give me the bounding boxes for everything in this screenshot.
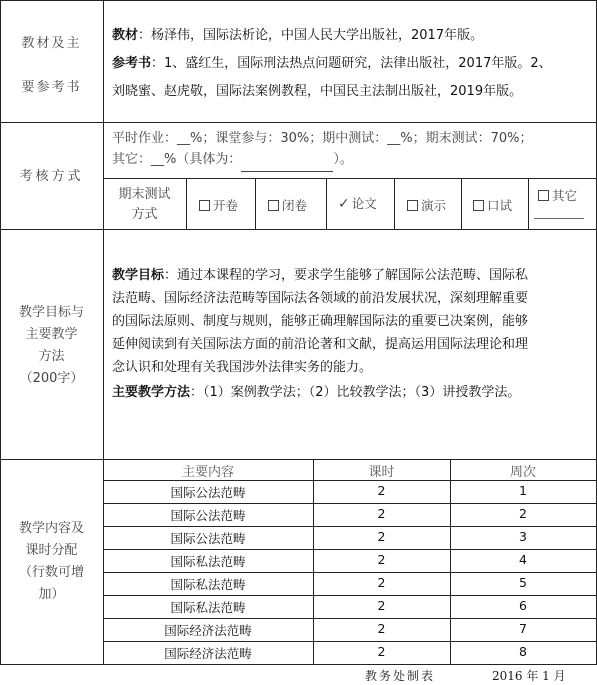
option-label: 闭卷: [282, 198, 308, 213]
assessment-other: [112, 148, 596, 172]
objectives-label: [0, 302, 103, 390]
textbook-label-line1: 教材及主: [21, 36, 82, 51]
option-paper[interactable]: [338, 194, 377, 212]
option-open-book[interactable]: [199, 196, 238, 214]
schedule-label-line1: 教学内容及: [18, 521, 84, 536]
final-form-label-line2: 方式: [131, 207, 158, 222]
option-label: 开卷: [213, 198, 239, 213]
schedule-label-line4: 加）: [38, 587, 65, 602]
footer-date: 2016 年 1 月: [492, 669, 566, 683]
schedule-label-line3: （行数可增: [18, 565, 84, 580]
footer-maker: 教务处制表: [365, 669, 436, 683]
schedule-row-divider: [103, 503, 597, 504]
assessment-other-prefix: 其它：__%（具体为：: [112, 152, 242, 167]
schedule-cell-hours: 2: [377, 644, 386, 659]
main-textbook: [112, 24, 592, 47]
option-divider: [186, 178, 187, 229]
teaching-goals: [112, 264, 596, 404]
table-border-bottom: [0, 664, 597, 665]
schedule-cell-content: 国际经济法范畴: [164, 623, 252, 638]
checkbox-icon[interactable]: [407, 200, 418, 211]
schedule-row-divider: [103, 480, 597, 481]
schedule-cell-hours: 2: [377, 506, 386, 521]
final-form-label-line1: 期末测试: [118, 187, 171, 202]
check-mark-icon[interactable]: ✓: [338, 196, 350, 212]
schedule-header-hours: 课时: [368, 465, 395, 480]
schedule-cell-week: 5: [519, 575, 527, 590]
teaching-goals-line: 念认识和处理有关我国涉外法律实务的能力。: [112, 360, 373, 375]
objectives-label-line1: 教学目标与: [18, 305, 84, 320]
option-other[interactable]: [538, 186, 577, 204]
schedule-cell-hours: 2: [377, 529, 386, 544]
schedule-cell-week: 2: [519, 506, 527, 521]
option-divider: [461, 178, 462, 229]
schedule-label: [0, 518, 103, 606]
checkbox-icon[interactable]: [268, 200, 279, 211]
assessment-other-suffix: ）。: [333, 152, 353, 167]
option-divider: [326, 178, 327, 229]
schedule-cell-week: 8: [519, 644, 527, 659]
option-divider: [255, 178, 256, 229]
option-divider: [528, 178, 529, 229]
schedule-cell-content: 国际公法范畴: [170, 485, 246, 500]
schedule-header-content: 主要内容: [181, 465, 234, 480]
option-oral[interactable]: [473, 196, 512, 214]
teaching-methods-key: 主要教学方法: [112, 385, 191, 400]
row-divider: [0, 229, 597, 230]
reference-books-line1: ：1、盛红生，国际刑法热点问题研究，法律出版社，2017年版。2、: [151, 56, 552, 71]
schedule-cell-week: 3: [519, 529, 527, 544]
schedule-row-divider: [103, 572, 597, 573]
checkbox-icon[interactable]: [199, 200, 210, 211]
reference-books: [112, 52, 596, 75]
option-label: 口试: [487, 198, 513, 213]
row-divider: [0, 122, 597, 123]
option-other-blank[interactable]: [534, 218, 584, 219]
teaching-goals-line: 的国际法原则、制度与规则，能够正确理解国际法的重要已决案例，能够: [112, 314, 529, 329]
row-divider: [103, 178, 597, 179]
schedule-cell-hours: 2: [377, 575, 386, 590]
schedule-cell-content: 国际公法范畴: [170, 508, 246, 523]
objectives-label-line2: 主要教学: [25, 327, 78, 342]
textbook-label-line2: 要参考书: [21, 80, 82, 95]
main-textbook-text: ：杨泽伟，国际法析论，中国人民大学出版社，2017年版。: [138, 28, 484, 43]
schedule-cell-hours: 2: [377, 552, 386, 567]
schedule-cell-content: 国际私法范畴: [170, 600, 246, 615]
assessment-other-blank: [241, 148, 333, 172]
option-label: 其它: [552, 188, 578, 203]
row-divider: [0, 459, 597, 460]
option-closed-book[interactable]: [268, 196, 307, 214]
teaching-methods-text: ：（1）案例教学法；（2）比较教学法；（3）讲授教学法。: [190, 385, 521, 400]
schedule-cell-week: 6: [519, 598, 527, 613]
schedule-cell-content: 国际私法范畴: [170, 577, 246, 592]
schedule-label-line2: 课时分配: [25, 543, 78, 558]
option-label: 论文: [351, 196, 377, 211]
schedule-row-divider: [103, 618, 597, 619]
teaching-goals-line: 法范畴、国际经济法范畴等国际法各领域的前沿发展状况，深刻理解重要: [112, 291, 529, 306]
main-textbook-key: 教材: [112, 28, 139, 43]
table-border-top: [0, 0, 597, 1]
schedule-cell-content: 国际公法范畴: [170, 531, 246, 546]
schedule-row-divider: [103, 595, 597, 596]
schedule-cell-hours: 2: [377, 598, 386, 613]
schedule-cell-hours: 2: [377, 483, 386, 498]
teaching-goals-line: ：通过本课程的学习，要求学生能够了解国际公法范畴、国际私: [164, 268, 529, 283]
schedule-row-divider: [103, 526, 597, 527]
schedule-cell-week: 1: [519, 483, 527, 498]
schedule-header-week: 周次: [509, 465, 536, 480]
option-divider: [394, 178, 395, 229]
schedule-cell-week: 7: [519, 621, 527, 636]
checkbox-icon[interactable]: [473, 200, 484, 211]
schedule-row-divider: [103, 549, 597, 550]
assessment-label: 考核方式: [19, 169, 84, 184]
checkbox-icon[interactable]: [538, 190, 549, 201]
schedule-cell-content: 国际私法范畴: [170, 554, 246, 569]
schedule-cell-content: 国际经济法范畴: [164, 646, 252, 661]
assessment-weights: 平时作业：__%；课堂参与：30%；期中测试：__%；期末测试：70%；: [112, 131, 533, 146]
reference-books-key: 参考书: [112, 56, 152, 71]
schedule-cell-hours: 2: [377, 621, 386, 636]
option-label: 演示: [421, 198, 447, 213]
objectives-label-line3: 方法: [38, 349, 65, 364]
teaching-goals-line: 延伸阅读到有关国际法方面的前沿论著和文献，提高运用国际法理论和理: [112, 337, 529, 352]
schedule-row-divider: [103, 641, 597, 642]
teaching-goals-key: 教学目标: [112, 268, 165, 283]
schedule-cell-week: 4: [519, 552, 527, 567]
option-presentation[interactable]: [407, 196, 446, 214]
reference-books-line2: 刘晓蜜、赵虎敬，国际法案例教程，中国民主法制出版社，2019年版。: [112, 84, 523, 99]
objectives-label-line4: （200字）: [19, 371, 84, 386]
